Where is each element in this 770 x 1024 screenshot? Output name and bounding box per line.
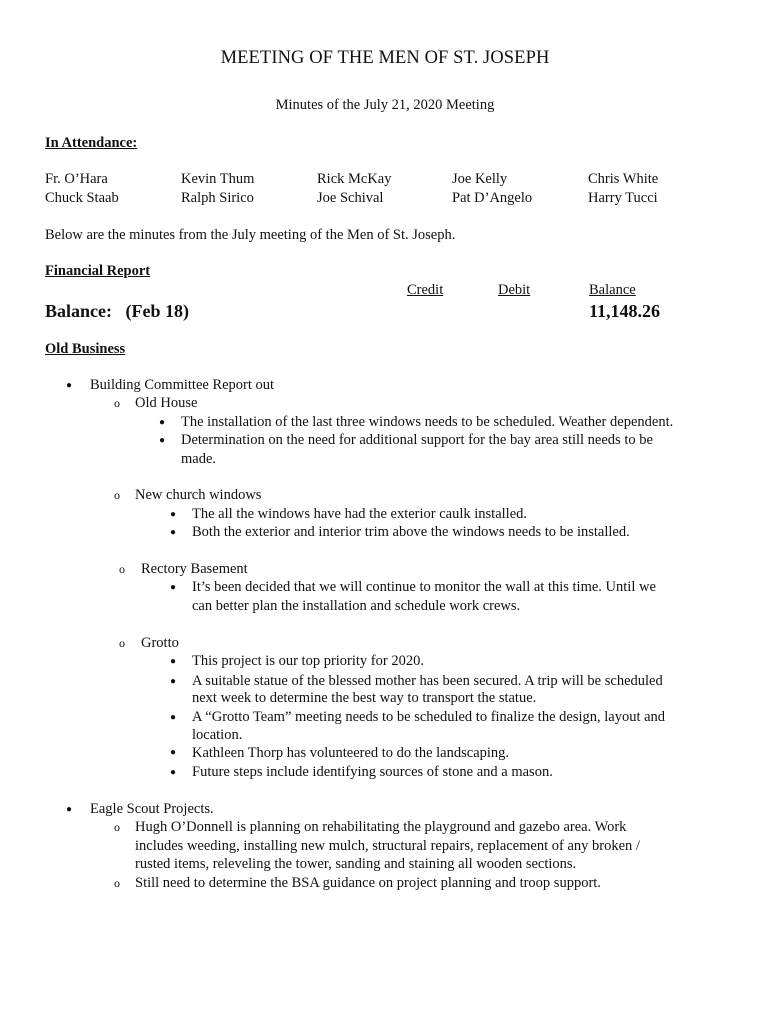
sub-list-item: Grotto	[141, 635, 179, 651]
list-item-continuation: can better plan the installation and schedule work crews.	[192, 598, 521, 614]
bullet-marker: ●	[170, 656, 177, 667]
bullet-marker: ●	[66, 380, 73, 391]
sub-bullet-marker: o	[114, 820, 120, 834]
list-item: A “Grotto Team” meeting needs to be scheduled to finalize the design, layout and	[192, 709, 666, 725]
bullet-marker: ●	[170, 582, 177, 593]
attendee: Joe Kelly	[452, 171, 508, 187]
debit-column-header: Debit	[498, 282, 531, 298]
old-business-heading: Old Business	[45, 341, 126, 357]
bullet-marker: ●	[170, 712, 177, 723]
list-item: This project is our top priority for 2020.	[192, 653, 424, 669]
list-item: The installation of the last three windows needs to be scheduled. Weather dependent.	[181, 414, 674, 430]
attendee: Chuck Staab	[45, 190, 119, 206]
credit-column-header: Credit	[407, 282, 444, 298]
list-item: A suitable statue of the blessed mother has been secured. A trip will be scheduled	[192, 673, 663, 689]
list-item: Future steps include identifying sources of stone and a mason.	[192, 764, 553, 780]
bullet-marker: ●	[170, 527, 177, 538]
list-item: Both the exterior and interior trim above the windows needs to be installed.	[192, 524, 630, 540]
balance-value: 11,148.26	[589, 301, 661, 321]
sub-list-item: Old House	[135, 395, 198, 411]
attendee: Joe Schival	[317, 190, 384, 206]
document-title: MEETING OF THE MEN OF ST. JOSEPH	[220, 48, 550, 68]
bullet-marker: ●	[66, 804, 73, 815]
attendee: Kevin Thum	[181, 171, 255, 187]
list-item-continuation: includes weeding, installing new mulch, structural repairs, replacement of any broken /	[135, 838, 640, 854]
bullet-marker: ●	[170, 676, 177, 687]
list-item-continuation: location.	[192, 727, 243, 743]
bullet-marker: ●	[159, 417, 166, 428]
list-item-continuation: next week to determine the best way to transport the statue.	[192, 690, 537, 706]
attendee: Fr. O’Hara	[45, 171, 108, 187]
sub-bullet-marker: o	[119, 636, 125, 650]
sub-list-item: Hugh O’Donnell is planning on rehabilitating the playground and gazebo area. Work	[135, 819, 627, 835]
balance-column-header: Balance	[589, 282, 636, 298]
list-item: The all the windows have had the exterior caulk installed.	[192, 506, 528, 522]
attendee: Chris White	[588, 171, 659, 187]
attendee: Pat D’Angelo	[452, 190, 533, 206]
list-item: Determination on the need for additional support for the bay area still needs to be	[181, 432, 653, 448]
sub-list-item: New church windows	[135, 487, 262, 503]
balance-row-label: Balance: (Feb 18)	[45, 301, 189, 321]
sub-bullet-marker: o	[114, 396, 120, 410]
list-item: It’s been decided that we will continue to monitor the wall at this time. Until we	[192, 579, 656, 595]
attendance-heading: In Attendance:	[45, 135, 138, 151]
list-item: Kathleen Thorp has volunteered to do the landscaping.	[192, 745, 510, 761]
sub-list-item: Still need to determine the BSA guidance on project planning and troop support.	[135, 875, 601, 891]
intro-paragraph: Below are the minutes from the July meeting of the Men of St. Joseph.	[45, 227, 456, 243]
financial-heading: Financial Report	[45, 263, 151, 279]
attendee: Harry Tucci	[588, 190, 658, 206]
list-item-continuation: made.	[181, 451, 217, 467]
sub-bullet-marker: o	[119, 562, 125, 576]
bullet-marker: ●	[170, 509, 177, 520]
bullet-marker: ●	[159, 435, 166, 446]
document-subtitle: Minutes of the July 21, 2020 Meeting	[275, 97, 495, 113]
sub-list-item: Rectory Basement	[141, 561, 248, 577]
list-item: Building Committee Report out	[90, 377, 275, 393]
sub-bullet-marker: o	[114, 488, 120, 502]
list-item-continuation: rusted items, releveling the tower, sanding and staining all wooden sections.	[135, 856, 577, 872]
attendee: Rick McKay	[317, 171, 392, 187]
bullet-marker: ●	[170, 747, 177, 758]
attendee: Ralph Sirico	[181, 190, 254, 206]
bullet-marker: ●	[170, 767, 177, 778]
sub-bullet-marker: o	[114, 876, 120, 890]
list-item: Eagle Scout Projects.	[90, 801, 214, 817]
